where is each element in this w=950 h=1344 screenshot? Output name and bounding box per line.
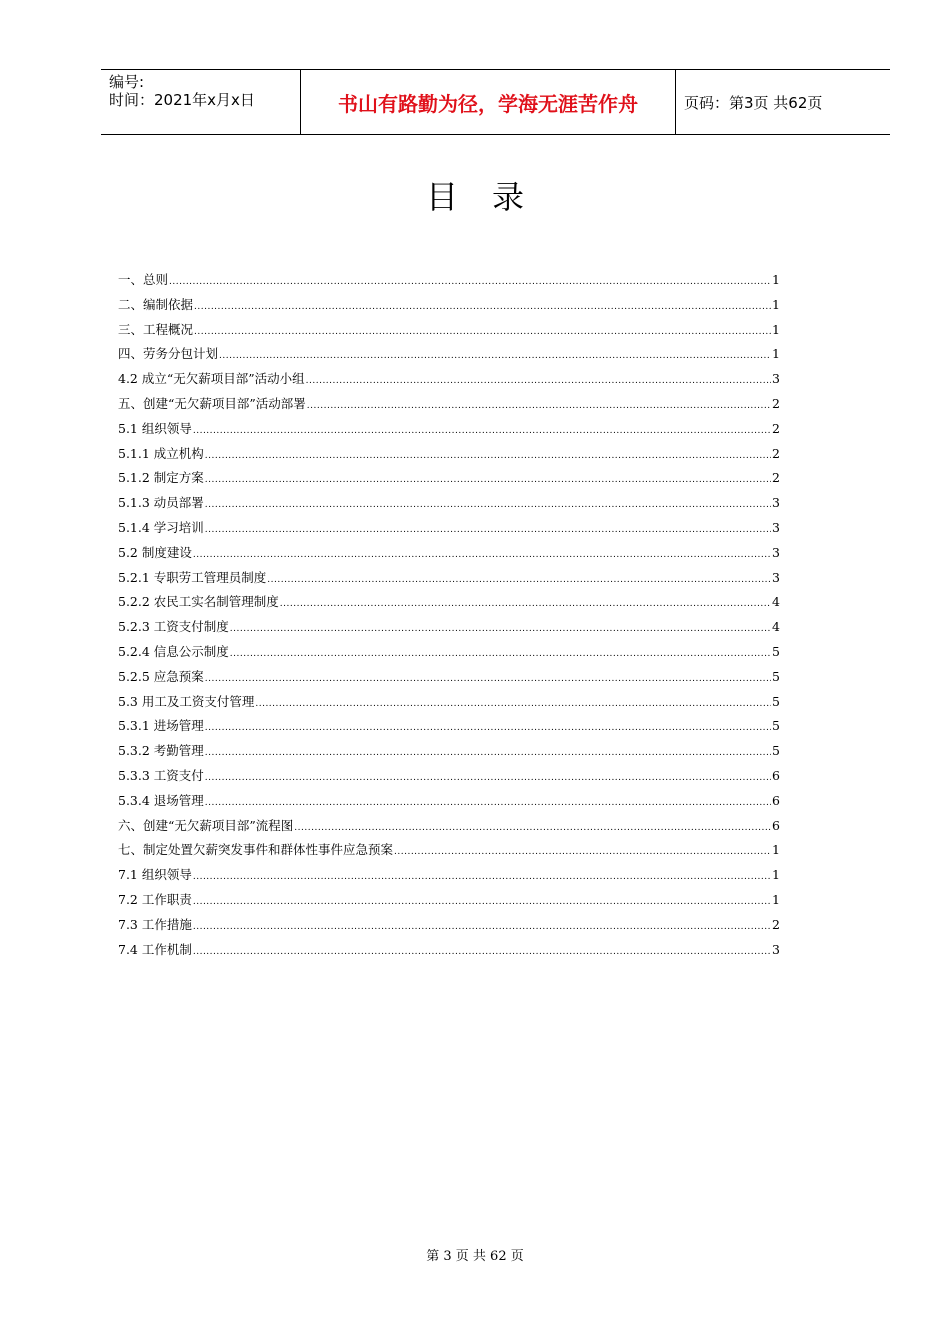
toc-leader-dots (205, 444, 771, 469)
toc-entry-label: 7.4 工作机制 (118, 941, 192, 957)
toc-entry-page: 1 (772, 296, 780, 312)
toc-leader-dots (255, 692, 771, 717)
toc-leader-dots (193, 940, 771, 965)
toc-entry[interactable] (118, 541, 780, 566)
toc-entry-page: 1 (772, 842, 780, 858)
toc-entry[interactable] (118, 665, 780, 690)
toc-entry[interactable] (118, 342, 780, 367)
toc-leader-dots (193, 419, 771, 444)
header-motto: 书山有路勤为径，学海无涯苦作舟 (301, 70, 676, 134)
toc-entry-page: 6 (772, 767, 780, 783)
toc-entry-label: 5.3.4 退场管理 (118, 792, 204, 808)
toc-leader-dots (205, 468, 771, 493)
toc-leader-dots (205, 791, 771, 816)
toc-leader-dots (194, 320, 771, 345)
toc-leader-dots (280, 592, 771, 617)
toc-entry[interactable] (118, 739, 780, 764)
toc-entry-label: 4.2 成立“无欠薪项目部”活动小组 (118, 371, 305, 387)
toc-entry-label: 5.2.4 信息公示制度 (118, 643, 229, 659)
toc-entry-label: 5.3.1 进场管理 (118, 718, 204, 734)
toc-entry-label: 5.1.4 学习培训 (118, 519, 204, 535)
toc-entry-page: 5 (772, 693, 780, 709)
toc-leader-dots (294, 816, 771, 841)
toc-entry-page: 2 (772, 420, 780, 436)
toc-leader-dots (205, 716, 771, 741)
page-header (101, 69, 890, 135)
toc-entry-label: 5.1.1 成立机构 (118, 445, 204, 461)
toc-entry[interactable] (118, 764, 780, 789)
page-footer: 第 3 页 共 62 页 (426, 1249, 524, 1264)
toc-entry-label: 5.2.1 专职劳工管理员制度 (118, 569, 267, 585)
toc-leader-dots (205, 741, 771, 766)
toc-entry[interactable] (118, 367, 780, 392)
toc-entry[interactable] (118, 863, 780, 888)
toc-entry-page: 2 (772, 470, 780, 486)
table-of-contents (118, 268, 780, 962)
toc-entry-label: 五、创建“无欠薪项目部”活动部署 (118, 395, 306, 411)
toc-entry-label: 5.2.3 工资支付制度 (118, 619, 229, 635)
toc-entry[interactable] (118, 417, 780, 442)
toc-entry[interactable] (118, 318, 780, 343)
toc-entry-label: 5.3.2 考勤管理 (118, 743, 204, 759)
toc-entry-page: 6 (772, 817, 780, 833)
toc-entry[interactable] (118, 268, 780, 293)
toc-entry-page: 4 (772, 619, 780, 635)
toc-entry[interactable] (118, 516, 780, 541)
toc-entry-label: 5.3 用工及工资支付管理 (118, 693, 255, 709)
toc-entry[interactable] (118, 814, 780, 839)
toc-entry-label: 5.2 制度建设 (118, 544, 192, 560)
toc-entry-page: 2 (772, 916, 780, 932)
toc-entry[interactable] (118, 466, 780, 491)
toc-leader-dots (193, 865, 771, 890)
toc-entry-page: 1 (772, 867, 780, 883)
page-title: 目录 (425, 178, 558, 216)
toc-entry-label: 三、工程概况 (118, 321, 194, 337)
toc-entry-label: 5.1 组织领导 (118, 420, 192, 436)
toc-entry[interactable] (118, 615, 780, 640)
toc-entry[interactable] (118, 789, 780, 814)
toc-entry-page: 1 (772, 321, 780, 337)
toc-leader-dots (219, 344, 771, 369)
toc-entry[interactable] (118, 690, 780, 715)
toc-entry-label: 7.3 工作措施 (118, 916, 192, 932)
toc-leader-dots (205, 667, 771, 692)
toc-entry-label: 7.1 组织领导 (118, 867, 192, 883)
toc-entry-page: 5 (772, 643, 780, 659)
toc-entry-page: 4 (772, 594, 780, 610)
document-number-label: 编号: (109, 73, 145, 91)
toc-entry[interactable] (118, 913, 780, 938)
toc-leader-dots (169, 270, 771, 295)
toc-entry-page: 5 (772, 718, 780, 734)
toc-leader-dots (205, 493, 771, 518)
toc-entry-label: 5.1.3 动员部署 (118, 495, 204, 511)
toc-leader-dots (306, 369, 771, 394)
toc-entry-page: 3 (772, 495, 780, 511)
toc-entry-page: 2 (772, 445, 780, 461)
toc-entry-page: 1 (772, 891, 780, 907)
toc-entry-label: 5.3.3 工资支付 (118, 767, 204, 783)
toc-entry[interactable] (118, 293, 780, 318)
toc-entry[interactable] (118, 442, 780, 467)
toc-leader-dots (230, 642, 771, 667)
toc-leader-dots (230, 617, 771, 642)
toc-entry-page: 3 (772, 544, 780, 560)
toc-entry-label: 7.2 工作职责 (118, 891, 192, 907)
toc-leader-dots (394, 840, 771, 865)
toc-entry-page: 3 (772, 371, 780, 387)
toc-entry-label: 5.2.2 农民工实名制管理制度 (118, 594, 279, 610)
toc-leader-dots (193, 543, 771, 568)
toc-entry[interactable] (118, 590, 780, 615)
toc-entry[interactable] (118, 938, 780, 963)
toc-entry[interactable] (118, 888, 780, 913)
toc-entry[interactable] (118, 491, 780, 516)
toc-entry[interactable] (118, 392, 780, 417)
toc-leader-dots (194, 295, 771, 320)
toc-entry[interactable] (118, 566, 780, 591)
header-meta (101, 70, 301, 134)
toc-entry-page: 5 (772, 743, 780, 759)
toc-entry-page: 3 (772, 519, 780, 535)
toc-leader-dots (267, 568, 771, 593)
toc-entry-label: 一、总则 (118, 272, 169, 287)
toc-entry-label: 5.2.5 应急预案 (118, 668, 204, 684)
toc-entry[interactable] (118, 640, 780, 665)
toc-entry-label: 5.1.2 制定方案 (118, 470, 204, 486)
toc-entry-label: 六、创建“无欠薪项目部”流程图 (118, 817, 294, 833)
toc-leader-dots (205, 766, 771, 791)
toc-entry-page: 2 (772, 395, 780, 411)
header-page-info: 页码：第3页 共62页 (684, 93, 823, 112)
toc-leader-dots (193, 915, 771, 940)
toc-leader-dots (307, 394, 771, 419)
toc-entry-label: 四、劳务分包计划 (118, 346, 219, 362)
toc-entry-page: 1 (772, 272, 780, 287)
toc-entry[interactable] (118, 714, 780, 739)
toc-leader-dots (193, 890, 771, 915)
toc-leader-dots (205, 518, 771, 543)
toc-entry-page: 1 (772, 346, 780, 362)
document-time: 时间：2021年x月x日 (109, 91, 255, 109)
toc-entry-page: 5 (772, 668, 780, 684)
toc-entry-label: 七、制定处置欠薪突发事件和群体性事件应急预案 (118, 842, 394, 858)
toc-entry-page: 6 (772, 792, 780, 808)
toc-entry-page: 3 (772, 569, 780, 585)
toc-entry-label: 二、编制依据 (118, 296, 194, 312)
toc-entry-page: 3 (772, 941, 780, 957)
toc-entry[interactable] (118, 838, 780, 863)
